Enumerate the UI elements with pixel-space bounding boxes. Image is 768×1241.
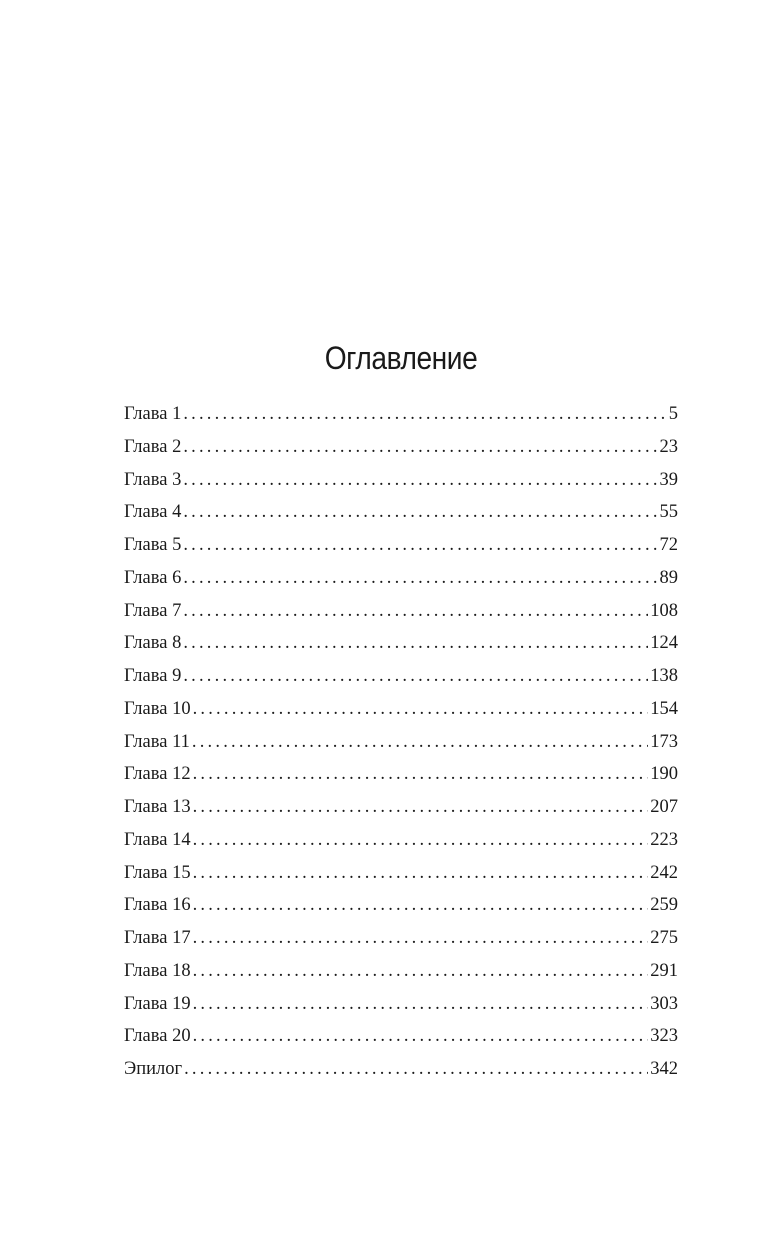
toc-entry-label: Глава 14 xyxy=(124,829,191,850)
toc-entry xyxy=(124,431,678,464)
toc-entry xyxy=(124,824,678,857)
toc-entry-leader-dots xyxy=(193,857,649,890)
toc-entry xyxy=(124,693,678,726)
toc-entry xyxy=(124,398,678,431)
toc-entry-label: Глава 7 xyxy=(124,600,182,621)
toc-entry-leader-dots xyxy=(193,791,649,824)
toc-list xyxy=(124,398,678,1086)
toc-entry-label: Глава 6 xyxy=(124,567,182,588)
toc-entry-leader-dots xyxy=(183,595,648,628)
toc-entry-label: Глава 17 xyxy=(124,928,191,948)
toc-entry-leader-dots xyxy=(193,693,649,726)
toc-entry-page-number: 55 xyxy=(659,502,678,523)
toc-entry-page-number: 89 xyxy=(659,567,678,588)
toc-entry-page-number: 323 xyxy=(650,1026,678,1047)
toc-entry xyxy=(124,758,678,791)
toc-entry-label: Глава 19 xyxy=(124,993,191,1014)
toc-entry-leader-dots xyxy=(193,889,649,922)
toc-entry-page-number: 190 xyxy=(650,764,678,785)
toc-entry-label: Глава 3 xyxy=(124,469,182,490)
toc-entry-leader-dots xyxy=(183,529,657,562)
toc-entry-page-number: 23 xyxy=(659,436,678,457)
toc-entry-leader-dots xyxy=(183,660,648,693)
toc-entry-leader-dots xyxy=(183,627,648,660)
toc-entry xyxy=(124,1020,678,1053)
toc-entry-page-number: 39 xyxy=(659,469,678,490)
toc-entry-leader-dots xyxy=(193,824,649,857)
toc-entry-label: Глава 8 xyxy=(124,633,182,654)
toc-entry xyxy=(124,660,678,693)
toc-entry-page-number: 138 xyxy=(650,666,678,686)
toc-entry xyxy=(124,464,678,497)
toc-entry xyxy=(124,988,678,1021)
toc-entry-page-number: 303 xyxy=(650,993,678,1014)
toc-entry-label: Глава 11 xyxy=(124,731,190,752)
toc-entry-label: Глава 9 xyxy=(124,666,182,686)
toc-entry xyxy=(124,955,678,988)
toc-entry-page-number: 223 xyxy=(650,829,678,850)
toc-entry xyxy=(124,627,678,660)
toc-entry-page-number: 207 xyxy=(650,797,678,817)
toc-entry xyxy=(124,922,678,955)
toc-entry xyxy=(124,726,678,759)
toc-title: Оглавление xyxy=(324,340,478,376)
toc-entry xyxy=(124,791,678,824)
toc-entry-page-number: 259 xyxy=(650,895,678,916)
toc-entry-page-number: 291 xyxy=(650,960,678,981)
toc-entry xyxy=(124,529,678,562)
toc-entry xyxy=(124,595,678,628)
toc-entry-page-number: 108 xyxy=(650,600,678,621)
toc-entry-label: Глава 2 xyxy=(124,436,182,457)
toc-entry-label: Глава 1 xyxy=(124,404,182,424)
toc-entry-label: Глава 12 xyxy=(124,764,191,785)
toc-entry-leader-dots xyxy=(183,431,657,464)
toc-entry xyxy=(124,1053,678,1086)
toc-entry-label: Глава 18 xyxy=(124,960,191,981)
toc-entry-page-number: 5 xyxy=(668,404,678,424)
toc-entry-leader-dots xyxy=(183,398,666,431)
toc-entry-leader-dots xyxy=(193,1020,649,1053)
toc-entry-page-number: 342 xyxy=(650,1059,678,1079)
toc-entry-leader-dots xyxy=(183,464,657,497)
toc-entry-page-number: 173 xyxy=(650,731,678,752)
toc-entry-label: Глава 10 xyxy=(124,698,191,719)
toc-entry xyxy=(124,857,678,890)
toc-entry-leader-dots xyxy=(184,1053,648,1086)
toc-entry-page-number: 275 xyxy=(650,928,678,948)
toc-entry-leader-dots xyxy=(183,562,657,595)
toc-entry-label: Эпилог xyxy=(124,1059,183,1079)
toc-entry-leader-dots xyxy=(183,496,657,529)
toc-entry-leader-dots xyxy=(192,726,648,759)
toc-entry-label: Глава 15 xyxy=(124,862,191,883)
toc-entry-label: Глава 13 xyxy=(124,797,191,817)
toc-entry-page-number: 124 xyxy=(650,633,678,654)
toc-entry xyxy=(124,562,678,595)
toc-entry xyxy=(124,496,678,529)
toc-entry-label: Глава 20 xyxy=(124,1026,191,1047)
toc-entry-leader-dots xyxy=(193,922,649,955)
toc-entry-page-number: 154 xyxy=(650,698,678,719)
toc-entry-page-number: 242 xyxy=(650,862,678,883)
toc-entry-label: Глава 16 xyxy=(124,895,191,916)
toc-entry-leader-dots xyxy=(193,758,649,791)
toc-entry-label: Глава 4 xyxy=(124,502,182,523)
toc-entry-leader-dots xyxy=(193,955,649,988)
toc-entry-page-number: 72 xyxy=(659,535,678,555)
toc-entry-label: Глава 5 xyxy=(124,535,182,555)
toc-entry-leader-dots xyxy=(193,988,649,1021)
toc-entry xyxy=(124,889,678,922)
